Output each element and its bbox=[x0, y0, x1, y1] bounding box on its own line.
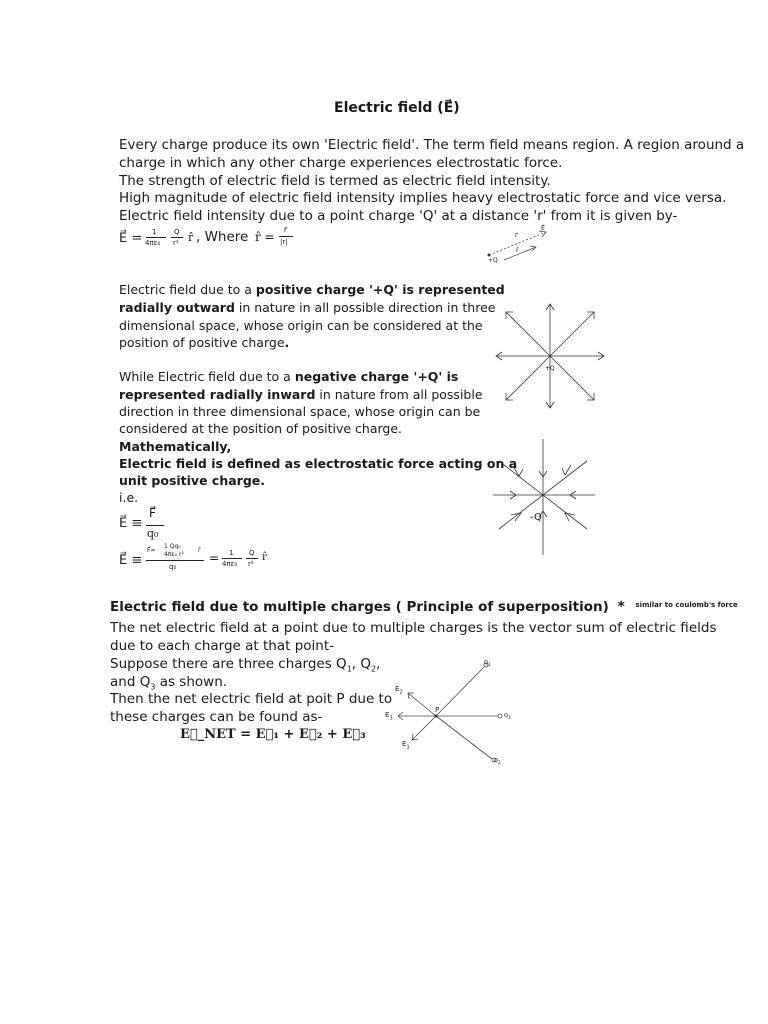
negative-line-2 bbox=[119, 387, 483, 402]
emphasis: . bbox=[284, 335, 290, 350]
net-field-formula: E⃗_NET = E⃗₁ + E⃗₂ + E⃗₃ bbox=[180, 727, 366, 742]
text: position of positive charge bbox=[119, 335, 285, 350]
frac-bar bbox=[222, 558, 242, 559]
intro-line-2: charge in which any other charge experiences electrostatic force. bbox=[119, 155, 563, 171]
frac-bar bbox=[146, 560, 204, 561]
positive-line-2 bbox=[119, 300, 495, 315]
subscript: 1 bbox=[346, 664, 352, 674]
text: Electric field due to a bbox=[119, 282, 256, 297]
r-vector-label: r⃗ bbox=[515, 232, 518, 239]
superposition-heading bbox=[110, 599, 738, 615]
side-note: similar to coulomb's force bbox=[635, 601, 738, 609]
subscript: 3 bbox=[389, 715, 393, 722]
positive-charge-label: +Q bbox=[545, 365, 555, 372]
frac-den: 4πε₀ bbox=[222, 560, 238, 568]
emphasis: radially outward bbox=[119, 300, 235, 315]
text: Suppose there are three charges Q bbox=[110, 656, 347, 672]
text: , bbox=[376, 656, 381, 672]
subscript: 2 bbox=[497, 760, 501, 765]
text: E bbox=[395, 685, 400, 693]
text: in nature in all possible direction in three bbox=[234, 300, 496, 315]
definition-line-2: unit positive charge. bbox=[119, 473, 265, 488]
frac-den: q₀ bbox=[169, 563, 177, 571]
positive-line-3 bbox=[119, 318, 483, 333]
superposition-line-5: Then the net electric field at poit P due to bbox=[110, 691, 393, 707]
point-charge-label: +Q bbox=[488, 257, 498, 264]
frac-num: Q bbox=[174, 228, 180, 236]
page-title: Electric field (E⃗) bbox=[334, 100, 460, 116]
frac-num: r⃗ bbox=[284, 226, 287, 234]
negative-line-4 bbox=[119, 421, 402, 436]
text: dimensional space, whose origin can be considered at the bbox=[119, 318, 483, 333]
emphasis: positive charge '+Q' is represented bbox=[255, 282, 505, 297]
text: and Q bbox=[110, 674, 151, 690]
formula-lhs: E⃗ ≡ bbox=[119, 553, 143, 568]
r-hat: r̂ bbox=[188, 231, 194, 244]
frac-den: r² bbox=[248, 560, 254, 568]
text: Q bbox=[484, 660, 488, 666]
subscript: 2 bbox=[399, 689, 403, 696]
r-hat-label: r̂ bbox=[516, 247, 519, 254]
frac-bar bbox=[279, 236, 293, 237]
positive-charge-field-diagram bbox=[490, 296, 610, 416]
text: Q bbox=[494, 758, 498, 764]
text: direction in three dimensional space, whose origin can be bbox=[119, 404, 481, 419]
subscript: 2 bbox=[371, 664, 377, 674]
negative-charge-label: -Q bbox=[530, 512, 542, 523]
subscript: 1 bbox=[487, 662, 491, 667]
text: E bbox=[402, 740, 407, 748]
star-marker: * bbox=[617, 599, 625, 615]
text: Q bbox=[504, 713, 508, 719]
definition-line-1: Electric field is defined as electrostatic force acting on a bbox=[119, 456, 518, 471]
equals: = bbox=[209, 551, 220, 565]
superposition-line-3 bbox=[110, 656, 380, 674]
frac-bar bbox=[171, 237, 183, 238]
frac-den: q₀ bbox=[147, 527, 159, 540]
negative-charge-field-diagram bbox=[485, 435, 605, 560]
inner-r-hat: r̂ bbox=[198, 547, 201, 554]
emphasis: represented radially inward bbox=[119, 387, 316, 402]
formula-lhs: E⃗ = bbox=[119, 231, 143, 246]
e-vector-label: E⃗ bbox=[541, 225, 545, 232]
frac-num: Q bbox=[249, 549, 255, 557]
positive-line-4 bbox=[119, 335, 289, 350]
superposition-line-4 bbox=[110, 674, 227, 692]
inner-den: 4πε₀ r² bbox=[164, 551, 184, 558]
q3-label bbox=[504, 713, 510, 720]
text: , Q bbox=[351, 656, 371, 672]
q1-label bbox=[484, 660, 490, 667]
subscript: 3 bbox=[150, 682, 156, 692]
frac-num: 1 bbox=[152, 228, 157, 236]
text: as shown. bbox=[155, 674, 228, 690]
subscript: 3 bbox=[507, 715, 511, 720]
superposition-line-6: these charges can be found as- bbox=[110, 709, 323, 725]
formula-lhs: E⃗ ≡ bbox=[119, 516, 143, 531]
e2-label bbox=[395, 685, 403, 695]
intro-line-1: Every charge produce its own 'Electric field'. The term field means region. A region around a bbox=[119, 137, 745, 153]
superposition-line-2: due to each charge at that point- bbox=[110, 638, 335, 654]
math-heading: Mathematically, bbox=[119, 439, 232, 454]
ie-text: i.e. bbox=[119, 490, 139, 505]
text: While Electric field due to a bbox=[119, 369, 295, 384]
frac-bar bbox=[146, 237, 166, 238]
where-text: , Where bbox=[196, 229, 249, 245]
intro-line-4: High magnitude of electric field intensity implies heavy electrostatic force and vice versa. bbox=[119, 190, 727, 206]
frac-num: 1 bbox=[229, 549, 234, 557]
formula-field-point-charge bbox=[119, 226, 299, 250]
r-hat-def: r̂ = bbox=[255, 230, 275, 244]
frac-den: r² bbox=[173, 239, 179, 247]
formula-field-expanded bbox=[119, 543, 279, 577]
intro-line-3: The strength of electric field is termed as electric field intensity. bbox=[119, 173, 551, 189]
inner-frac: 1 Qq₀ bbox=[164, 543, 181, 550]
negative-line-1 bbox=[119, 369, 458, 384]
heading-text: Electric field due to multiple charges ( Principle of superposition) bbox=[110, 599, 609, 615]
e3-label bbox=[385, 711, 393, 721]
r-hat: r̂ bbox=[262, 552, 267, 563]
text: considered at the position of positive charge. bbox=[119, 421, 403, 436]
frac-den: |r| bbox=[280, 238, 288, 246]
text: in nature from all possible bbox=[315, 387, 483, 402]
inner-num: F⃗= bbox=[147, 547, 156, 554]
frac-den: 4πε₀ bbox=[145, 239, 161, 247]
frac-bar bbox=[146, 525, 164, 526]
text: E bbox=[385, 711, 390, 719]
intro-line-5: Electric field intensity due to a point charge 'Q' at a distance 'r' from it is given by- bbox=[119, 208, 678, 224]
positive-line-1 bbox=[119, 282, 505, 297]
frac-bar bbox=[246, 558, 258, 559]
superposition-line-1: The net electric field at a point due to multiple charges is the vector sum of electric fields bbox=[110, 620, 717, 636]
emphasis: negative charge '+Q' is bbox=[294, 369, 459, 384]
subscript: 1 bbox=[406, 744, 410, 751]
e1-label bbox=[402, 740, 410, 750]
point-p-label: P bbox=[435, 706, 440, 714]
frac-num: F⃗ bbox=[149, 506, 156, 520]
formula-field-definition bbox=[119, 506, 199, 542]
negative-line-3 bbox=[119, 404, 480, 419]
q2-label bbox=[494, 758, 500, 765]
